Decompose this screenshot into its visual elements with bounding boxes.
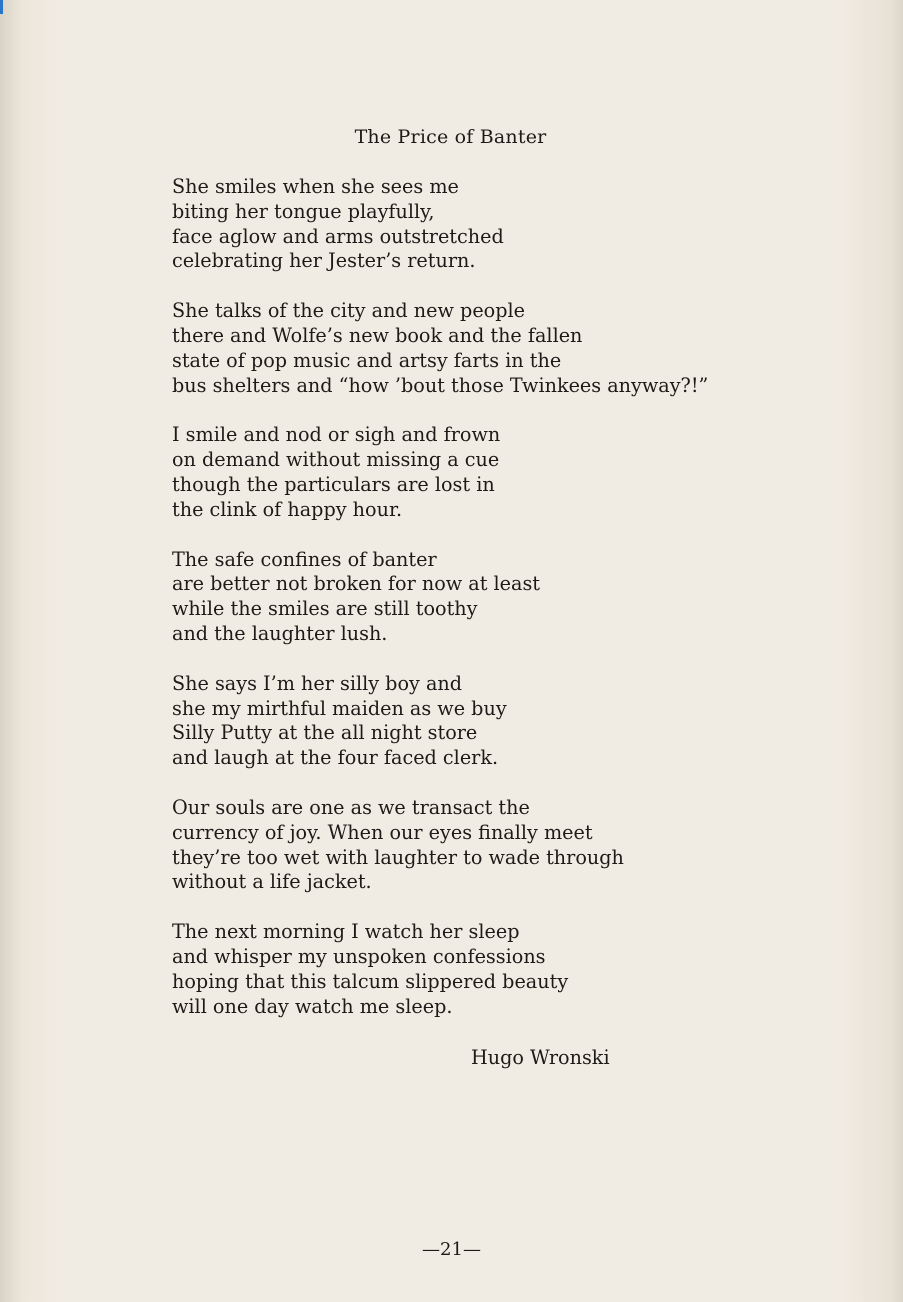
poem-line: biting her tongue playfully, — [172, 199, 435, 223]
poem-line: celebrating her Jester’s return. — [172, 249, 476, 273]
poem-line: The next morning I watch her sleep — [172, 920, 520, 944]
poem-line: will one day watch me sleep. — [172, 994, 453, 1018]
stanza — [172, 796, 812, 895]
poem-line: there and Wolfe’s new book and the fallen — [172, 323, 583, 347]
poem-line: though the particulars are lost in — [172, 472, 495, 496]
stanza — [172, 672, 812, 771]
poem-line: on demand without missing a cue — [172, 448, 500, 472]
poem-line: bus shelters and “how ’bout those Twinkees anyway?!” — [172, 373, 709, 397]
stanza — [172, 548, 812, 647]
poem-line: they’re too wet with laughter to wade through — [172, 845, 624, 869]
poem-line: and the laughter lush. — [172, 621, 388, 645]
stanza — [172, 299, 812, 398]
poem-line: while the smiles are still toothy — [172, 597, 478, 621]
poem-line: and whisper my unspoken confessions — [172, 944, 546, 968]
poem-body — [172, 175, 812, 1019]
poem-line: I smile and nod or sigh and frown — [172, 423, 501, 447]
stanza — [172, 423, 812, 522]
poem-line: she my mirthful maiden as we buy — [172, 696, 507, 720]
stanza — [172, 175, 812, 274]
poem-line: hoping that this talcum slippered beauty — [172, 969, 569, 993]
page-number: —21— — [422, 1239, 481, 1260]
poem-line: currency of joy. When our eyes finally meet — [172, 820, 593, 844]
poem-line: without a life jacket. — [172, 870, 372, 894]
poem-line: Our souls are one as we transact the — [172, 795, 530, 819]
poem-line: Silly Putty at the all night store — [172, 721, 478, 745]
stanza — [172, 920, 812, 1019]
poem-line: and laugh at the four faced clerk. — [172, 746, 499, 770]
poem-line: She talks of the city and new people — [172, 299, 526, 323]
poem-line: the clink of happy hour. — [172, 497, 403, 521]
edge-mark — [0, 0, 3, 14]
poem-line: She says I’m her silly boy and — [172, 671, 463, 695]
poem-title: The Price of Banter — [354, 126, 547, 148]
poem-line: state of pop music and artsy farts in the — [172, 348, 562, 372]
poem-line: face aglow and arms outstretched — [172, 224, 504, 248]
poem-line: She smiles when she sees me — [172, 175, 459, 198]
poem-line: The safe confines of banter — [172, 547, 437, 571]
poem-line: are better not broken for now at least — [172, 572, 541, 596]
author-name: Hugo Wronski — [471, 1046, 610, 1069]
